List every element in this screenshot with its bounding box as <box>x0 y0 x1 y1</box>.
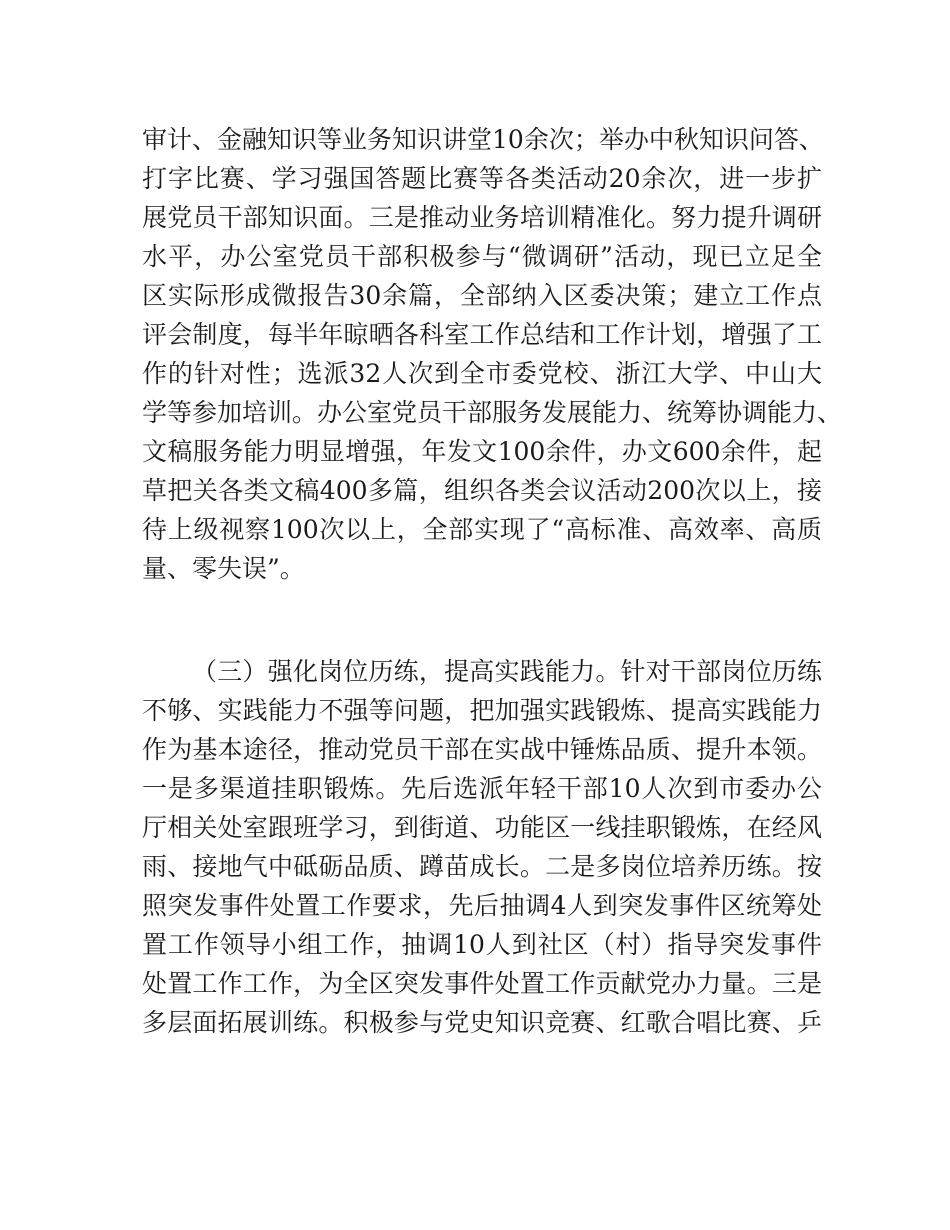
text-line: 厅相关处室跟班学习，到街道、功能区一线挂职锻炼，在经风 <box>142 813 822 842</box>
text-line: 雨、接地气中砥砺品质、蹲苗成长。二是多岗位培养历练。按 <box>142 852 822 881</box>
text-line: 照突发事件处置工作要求，先后抽调4人到突发事件区统筹处 <box>142 891 822 920</box>
text-line: 作为基本途径，推动党员干部在实战中锤炼品质、提升本领。 <box>142 735 822 764</box>
text-line: 展党员干部知识面。三是推动业务培训精准化。努力提升调研 <box>142 203 822 232</box>
text-line: 处置工作工作，为全区突发事件处置工作贡献党办力量。三是 <box>142 969 822 998</box>
text-line: 审计、金融知识等业务知识讲堂10余次；举办中秋知识问答、 <box>142 125 824 154</box>
text-line: 水平，办公室党员干部积极参与“微调研”活动，现已立足全 <box>142 242 822 271</box>
text-line: 多层面拓展训练。积极参与党史知识竞赛、红歌合唱比赛、乒 <box>142 1008 822 1037</box>
text-line: 作的针对性；选派32人次到全市委党校、浙江大学、中山大 <box>142 359 822 388</box>
paragraph-practice <box>142 652 822 1042</box>
text-line: 不够、实践能力不强等问题，把加强实践锻炼、提高实践能力 <box>142 696 822 725</box>
text-line: 置工作领导小组工作，抽调10人到社区（村）指导突发事件 <box>142 930 822 959</box>
section-heading-line: （三）强化岗位历练，提高实践能力。针对干部岗位历练 <box>192 657 822 686</box>
text-line: 草把关各类文稿400多篇，组织各类会议活动200次以上，接 <box>142 476 822 505</box>
text-line: 学等参加培训。办公室党员干部服务发展能力、统筹协调能力、 <box>142 398 843 427</box>
text-line: 一是多渠道挂职锻炼。先后选派年轻干部10人次到市委办公 <box>142 774 822 803</box>
text-line: 打字比赛、学习强国答题比赛等各类活动20余次，进一步扩 <box>142 164 822 193</box>
text-line: 评会制度，每半年晾晒各科室工作总结和工作计划，增强了工 <box>142 320 822 349</box>
text-line: 待上级视察100次以上，全部实现了“高标准、高效率、高质 <box>142 515 822 544</box>
text-line: 文稿服务能力明显增强，年发文100余件，办文600余件，起 <box>142 437 822 466</box>
text-line: 区实际形成微报告30余篇，全部纳入区委决策；建立工作点 <box>142 281 822 310</box>
paragraph-training <box>142 120 843 588</box>
text-line: 量、零失误”。 <box>142 554 305 583</box>
